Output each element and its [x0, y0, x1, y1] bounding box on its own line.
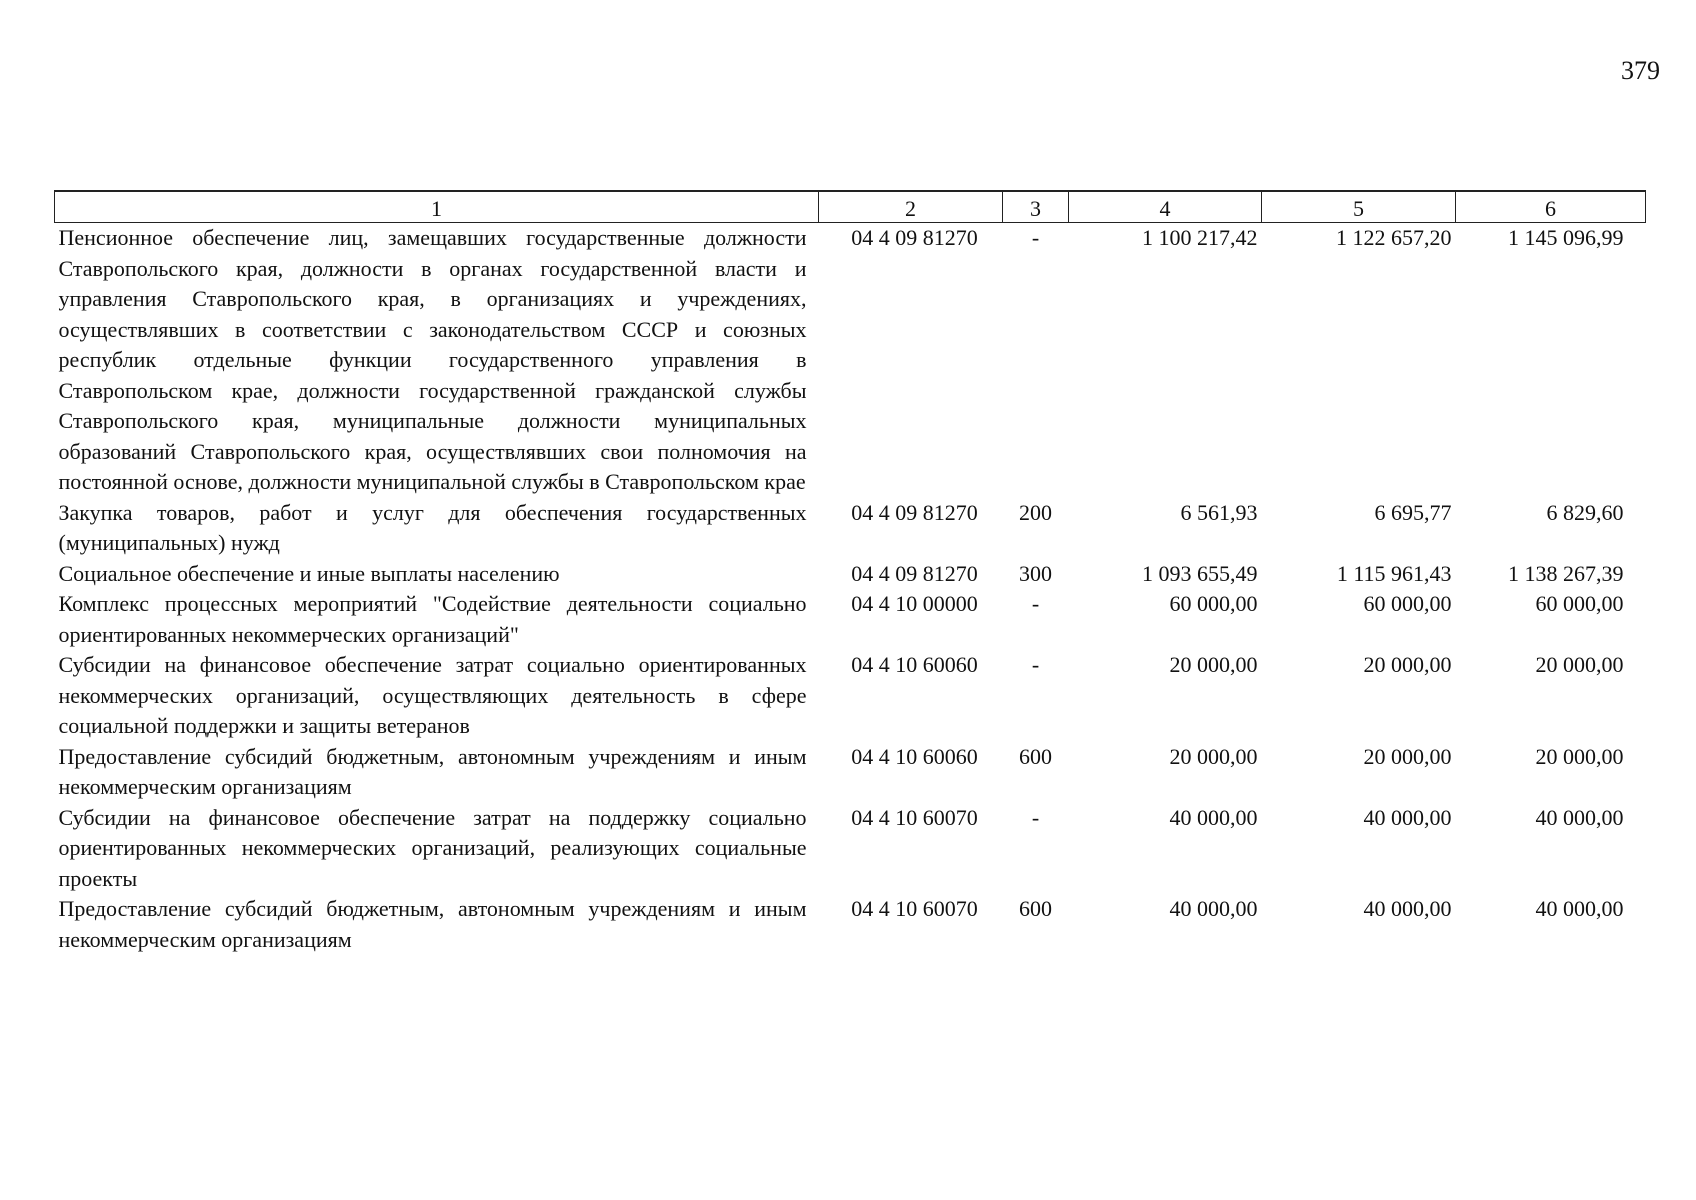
table-row: [55, 803, 1646, 895]
page-number: 379: [1621, 56, 1660, 85]
row-name: Социальное обеспечение и иные выплаты населению: [58, 560, 560, 586]
row-name: Субсидии на финансовое обеспечение затрат на поддержку социально ориентированных некоммерческих организаций, реализующих социальные проекты: [58, 804, 807, 891]
row-value-5: 6 695,77: [1374, 499, 1452, 525]
row-value-6: 1 145 096,99: [1508, 225, 1624, 250]
row-expense-type: -: [1031, 225, 1040, 250]
column-header-4: 4: [1069, 191, 1262, 223]
table-row: [55, 589, 1646, 650]
row-value-4: 1 093 655,49: [1142, 560, 1258, 586]
row-code: 04 4 10 60070: [851, 896, 978, 921]
row-expense-type: 200: [1019, 499, 1052, 525]
row-value-5: 20 000,00: [1363, 743, 1452, 769]
row-code: 04 4 09 81270: [851, 225, 978, 250]
row-value-5: 1 122 657,20: [1336, 225, 1452, 250]
table-row: [55, 742, 1646, 803]
row-value-6: 20 000,00: [1535, 743, 1624, 769]
row-expense-type: -: [1031, 804, 1040, 830]
row-value-6: 6 829,60: [1546, 499, 1624, 525]
row-value-5: 1 115 961,43: [1336, 560, 1452, 586]
row-name: Предоставление субсидий бюджетным, автономным учреждениям и иным некоммерческим организациям: [58, 743, 807, 799]
table-row: [55, 223, 1646, 498]
row-value-5: 60 000,00: [1363, 591, 1452, 616]
table-row: [55, 650, 1646, 742]
row-code: 04 4 10 60070: [851, 804, 978, 830]
row-expense-type: 600: [1019, 896, 1052, 921]
column-header-6: 6: [1456, 191, 1646, 223]
row-value-6: 1 138 267,39: [1508, 560, 1624, 586]
row-value-4: 40 000,00: [1169, 804, 1258, 830]
row-value-4: 20 000,00: [1169, 743, 1258, 769]
column-header-3: 3: [1003, 191, 1069, 223]
budget-table: [54, 190, 1646, 955]
table-row: [55, 498, 1646, 559]
row-value-4: 6 561,93: [1180, 499, 1258, 525]
column-number-header-row: [55, 191, 1646, 223]
row-expense-type: 600: [1019, 743, 1052, 769]
row-expense-type: -: [1031, 591, 1040, 616]
table-row: [55, 559, 1646, 590]
row-value-6: 40 000,00: [1535, 804, 1624, 830]
row-code: 04 4 09 81270: [851, 499, 978, 525]
row-name: Предоставление субсидий бюджетным, автономным учреждениям и иным некоммерческим организациям: [58, 896, 807, 952]
column-header-1: 1: [55, 191, 819, 223]
row-value-6: 60 000,00: [1535, 591, 1624, 616]
row-value-5: 40 000,00: [1363, 896, 1452, 921]
row-name: Субсидии на финансовое обеспечение затрат социально ориентированных некоммерческих организаций, осуществляющих деятельность в сфере социальной поддержки и защиты ветеранов: [58, 652, 807, 738]
row-value-6: 40 000,00: [1535, 896, 1624, 921]
row-expense-type: 300: [1019, 560, 1052, 586]
row-value-4: 60 000,00: [1169, 591, 1258, 616]
row-code: 04 4 10 60060: [851, 743, 978, 769]
row-code: 04 4 10 60060: [851, 652, 978, 677]
row-value-4: 40 000,00: [1169, 896, 1258, 921]
row-expense-type: -: [1031, 652, 1040, 677]
row-value-4: 1 100 217,42: [1142, 225, 1258, 250]
row-code: 04 4 09 81270: [851, 560, 978, 586]
row-name: Комплекс процессных мероприятий "Содействие деятельности социально ориентированных некоммерческих организаций": [58, 591, 807, 647]
table-row: [55, 894, 1646, 955]
column-header-2: 2: [819, 191, 1003, 223]
row-value-5: 20 000,00: [1363, 652, 1452, 677]
row-value-5: 40 000,00: [1363, 804, 1452, 830]
row-name: Пенсионное обеспечение лиц, замещавших государственные должности Ставропольского края, должности в органах государственной власти и управления Ставропольского края, в организациях и учреждениях, осуществлявших в соответствии с законодательством СССР и союзных республик отдельные функции государственного управления в Ставропольском крае, должности государственной гражданской службы Ставропольского края, муниципальные должности муниципальных образований Ставропольского края, осуществлявших свои полномочия на постоянной основе, должности муниципальной службы в Ставропольском крае: [58, 225, 807, 494]
row-value-6: 20 000,00: [1535, 652, 1624, 677]
column-header-5: 5: [1262, 191, 1456, 223]
row-name: Закупка товаров, работ и услуг для обеспечения государственных (муниципальных) нужд: [58, 499, 807, 555]
row-code: 04 4 10 00000: [851, 591, 978, 616]
row-value-4: 20 000,00: [1169, 652, 1258, 677]
